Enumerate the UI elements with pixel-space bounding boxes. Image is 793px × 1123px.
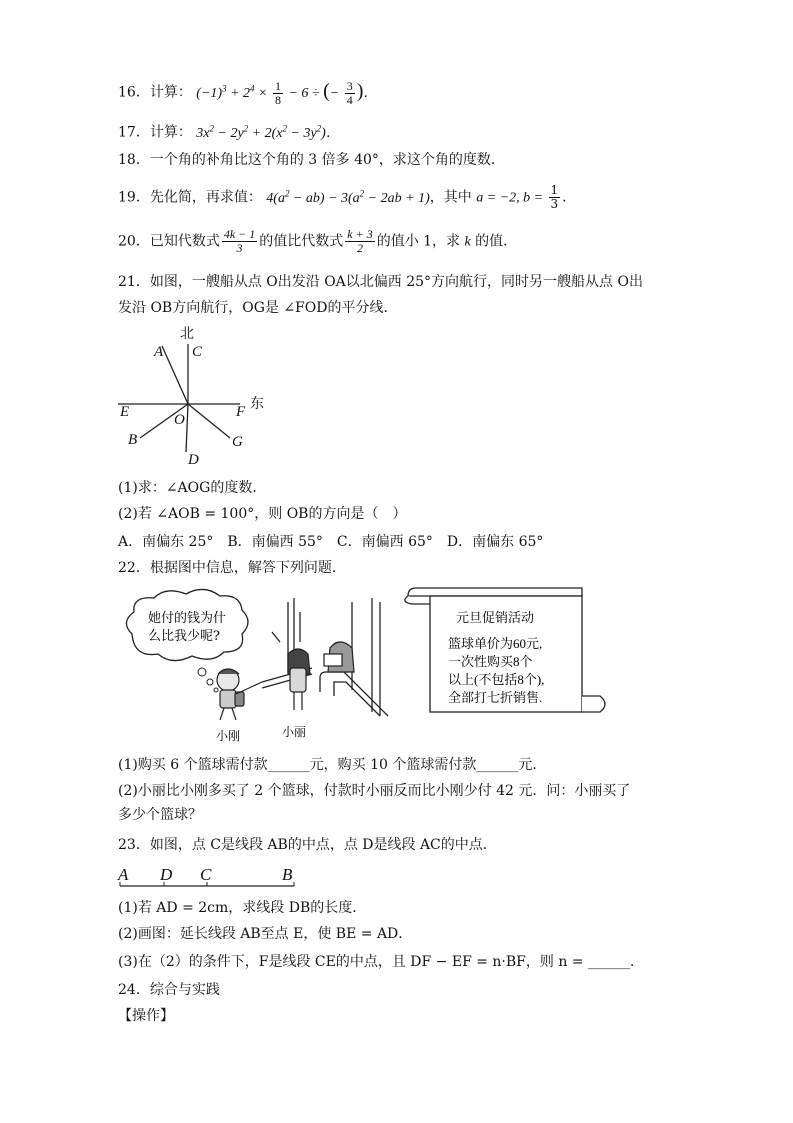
question-17 [118,118,340,144]
notice-line1: 篮球单价为60元, [448,636,543,651]
point-C: C [200,865,212,884]
q23-sub3: (3)在（2）的条件下，F是线段 CE的中点，且 DF − EF = n·BF，则 n = ______． [118,954,644,970]
q19-number: 19． [118,189,150,206]
q16-expression: $(-1)^3 + 2^4$ × $\frac{1}{8}$ − 6 ÷ (− $\frac{3}{4}$ )． [196,78,378,107]
boy-figure [217,669,262,720]
point-D: D [160,865,173,884]
question-18: 18．一个角的补角比这个角的 3 倍多 40°，求这个角的度数． [118,152,505,168]
segment-figure [112,858,312,892]
q24-bracket: 【操作】 [118,1008,174,1024]
q21-options: A．南偏东 25° B．南偏西 55° C．南偏西 65° D．南偏东 65° [118,534,544,550]
label-east: 东 [250,396,264,412]
q17-number: 17． [118,124,150,141]
q19-frac-num: 1 [550,183,559,198]
q17-label: 计算： [149,124,192,141]
q21-sub2: (2)若 ∠AOB = 100°，则 OB的方向是（ ） [118,506,407,522]
q20-var: k [464,234,471,250]
q20-part2: 的值比代数式 [259,233,344,250]
notice-title: 元旦促销活动 [456,610,535,625]
boy-name: 小刚 [216,729,241,742]
shopping-illustration [112,582,612,742]
line-OD [186,404,188,452]
q22-sub1: (1)购买 6 个篮球需付款______元，购买 10 个篮球需付款______元． [118,757,547,773]
compass-figure [110,320,280,468]
q20-frac2-num: k + 3 [347,227,373,241]
q21-line2: 发沿 OB方向航行，OG是 ∠FOD的平分线． [118,300,398,316]
label-O: O [174,412,185,428]
bubble-line2: 么比我少呢? [148,629,220,644]
label-G: G [232,434,243,450]
q20-part1: 已知代数式 [149,233,220,250]
label-F: F [236,404,246,420]
label-north: 北 [180,326,194,342]
question-16 [118,78,377,107]
notice-line3: 以上(不包括8个), [448,672,545,687]
q23-sub1: (1)若 AD = 2cm，求线段 DB的长度． [118,900,367,916]
q23-sub2: (2)画图：延长线段 AB至点 E，使 BE = AD． [118,926,413,942]
bubble-line1: 她付的钱为什 [148,611,227,626]
notice-line2: 一次性购买8个 [448,654,533,669]
q21-sub1: (1)求：∠AOG的度数． [118,480,267,496]
q20-frac1-den: 3 [236,241,243,255]
q19-label: 先化简，再求值： [149,189,262,206]
point-B: B [282,865,293,884]
q20-part4: 的值． [470,233,518,250]
q22-intro: 22．根据图中信息，解答下列问题． [118,560,346,576]
girl-name: 小丽 [282,725,307,739]
q16-number: 16． [118,84,150,101]
q17-expression: $3x^2 - 2y^2 + 2(x^2 - 3y^2)$． [196,123,340,141]
label-A: A [154,344,164,360]
q24-title: 24．综合与实践 [118,982,220,998]
label-B: B [128,432,138,448]
q20-part3: 的值小 1，求 [376,233,465,250]
q22-sub2b: 多少个篮球？ [118,807,202,823]
line-OA [162,346,188,404]
cashier-figure [324,642,354,672]
q19-frac-den: 3 [550,197,559,212]
label-D: D [188,452,199,468]
q20-frac1-num: 4k − 1 [223,227,256,241]
point-A: A [118,865,129,884]
q19-expression: $4(a^2 - ab) - 3(a^2 - 2ab + 1)$ [266,188,430,206]
line-OG [188,404,230,438]
q16-label: 计算： [149,84,192,101]
label-E: E [120,404,130,420]
q23-intro: 23．如图，点 C是线段 AB的中点，点 D是线段 AC的中点． [118,837,497,853]
q21-line1: 21．如图，一艘船从点 O出发沿 OA以北偏西 25°方向航行，同时另一艘船从点 O出 [118,274,643,290]
label-C: C [192,344,203,360]
question-20 [118,228,517,255]
notice-line4: 全部打七折销售. [448,690,543,705]
q22-sub2: (2)小丽比小刚多买了 2 个篮球，付款时小丽反而比小刚少付 42 元．问：小丽买了 [118,783,631,799]
q19-cond-math: a = −2, b = [476,190,547,206]
girl-figure [288,649,310,710]
q20-number: 20． [118,233,150,250]
question-19: 19．先化简，再求值： $4(a^2 - ab) - 3(a^2 - 2ab + 1)$，其中 a = −2, b = $\frac{1}{3}$ ． [118,183,577,212]
q19-condition: ，其中 [429,189,477,206]
q20-frac2-den: 2 [356,241,363,255]
